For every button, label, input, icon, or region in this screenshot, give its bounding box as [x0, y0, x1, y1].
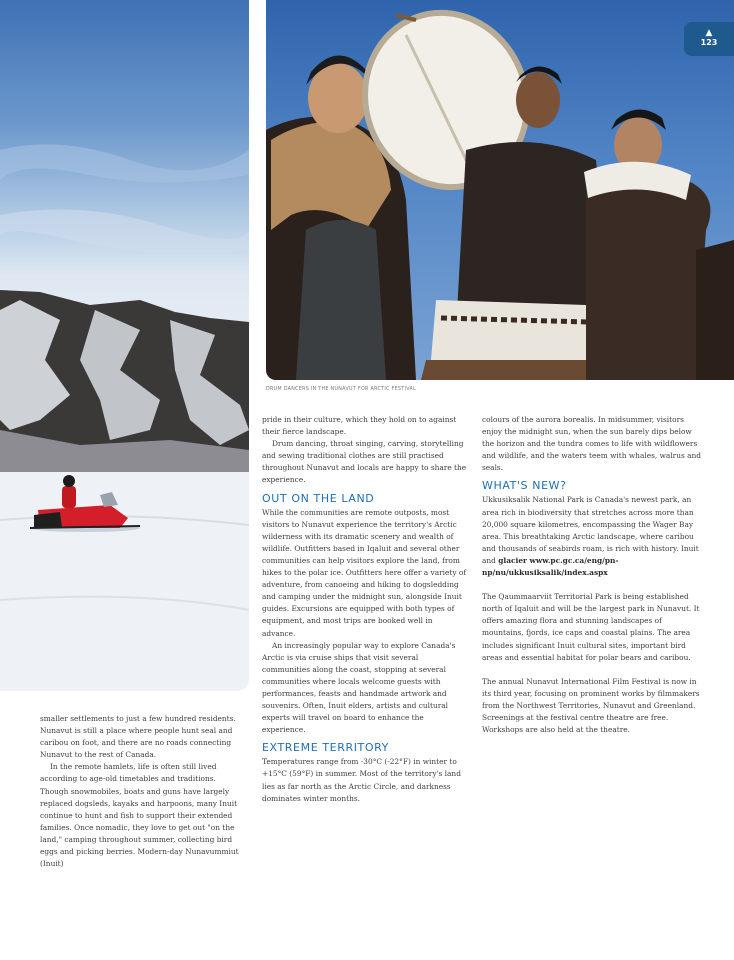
paragraph: pride in their culture, which they hold on to against their fierce landscape. [262, 415, 457, 437]
paragraph: The Qaummaarviit Territorial Park is being established north of Iqaluit and will be the largest park in Nunavut. It offers amazing flora and stunning landscapes of mountains, fjords, ice caps and coastal plains. The area includes significant Inuit cultural sites, important bird areas and essential habitat for polar bears and caribou. [482, 592, 700, 662]
paragraph: Temperatures range from -30°C (-22°F) in winter to +15°C (59°F) in summer. Most of the territory's land lies as far north as the Arctic Circle, and darkness dominates winter months. [262, 757, 461, 803]
paragraph: The annual Nunavut International Film Festival is now in its third year, focusing on prominent works by filmmakers from the Northwest Territories, Nunavut and Greenland. Screenings at the festival centre theatre are free. Workshops are also held at the theatre. [482, 676, 700, 735]
page-number: 123 [700, 38, 718, 47]
page-tab [684, 22, 734, 56]
snowmobile-scene [0, 0, 249, 691]
section-heading: WHAT'S NEW? [482, 479, 567, 493]
drum-dancers-scene [266, 0, 734, 380]
paragraph: colours of the aurora borealis. In midsummer, visitors enjoy the midnight sun, when the sun barely dips below the horizon and the tundra comes to life with wildflowers and wildlife, and the waters teem with whales, walrus and seals. [482, 415, 702, 473]
paragraph: Drum dancing, throat singing, carving, storytelling and sewing traditional clothes are still practised throughout Nunavut and locals are happy to share the experience. [262, 439, 467, 485]
paragraph: In the remote hamlets, life is often still lived according to age-old timetables and traditions. Though snowmobiles, boats and guns have largely replaced dogsleds, kayaks and harpoons, many Inuit continue to hunt and fish to support their extended families. Once nomadic, they love to get out "on the land," camping throughout summer, collecting bird eggs and picking berries. Modern-day Nunavummiut (Inuit) [40, 762, 239, 869]
website-link[interactable]: glacier www.pc.gc.ca/eng/pn-np/nu/ukkusiksalik/index.aspx [482, 555, 619, 578]
section-heading: EXTREME TERRITORY [262, 741, 389, 755]
drum-dancers-photo [266, 0, 734, 380]
paragraph-text: Ukkusiksalik National Park is Canada's newest park, an area rich in biodiversity that stretches across more than 20,000 square kilometres, encompassing the Wager Bay area. This breathtaking Arctic landscape, where caribou and thousands of seabirds roam, is rich with history. Inuit and [482, 495, 699, 565]
paragraph: An increasingly popular way to explore Canada's Arctic is via cruise ships that visit several communities along the coast, stopping at several communities where locals welcome guests with performances, feasts and handmade artwork and souvenirs. Often, Inuit elders, artists and cultural experts will travel on board to enhance the experience. [262, 640, 456, 735]
paragraph: smaller settlements to just a few hundred residents. Nunavut is still a place where people hunt seal and caribou on foot, and there are no roads connecting Nunavut to the rest of Canada. [40, 714, 236, 760]
paragraph [482, 494, 704, 579]
snowmobile-photo [0, 0, 249, 691]
text-column-3 [482, 414, 704, 736]
paragraph: While the communities are remote outposts, most visitors to Nunavut experience the territory's Arctic wilderness with its dramatic scenery and wealth of wildlife. Outfitters based in Iqaluit and several other communities can help visitors explore the land, from hikes to the polar ice. Outfitters here offer a variety of adventure, from canoeing and hiking to dogsledding and camping under the midnight sun, alongside Inuit guides. Excursions are equipped with both types of equipment, and most trips are booked well in advance. [262, 507, 467, 638]
text-column-2 [262, 414, 468, 805]
arrow-up-icon: ▲ [705, 28, 713, 38]
text-column-1 [40, 713, 245, 870]
section-heading: OUT ON THE LAND [262, 491, 375, 505]
photo-caption: DRUM DANCERS IN THE NUNAVUT FOR ARCTIC FESTIVAL [266, 387, 417, 392]
